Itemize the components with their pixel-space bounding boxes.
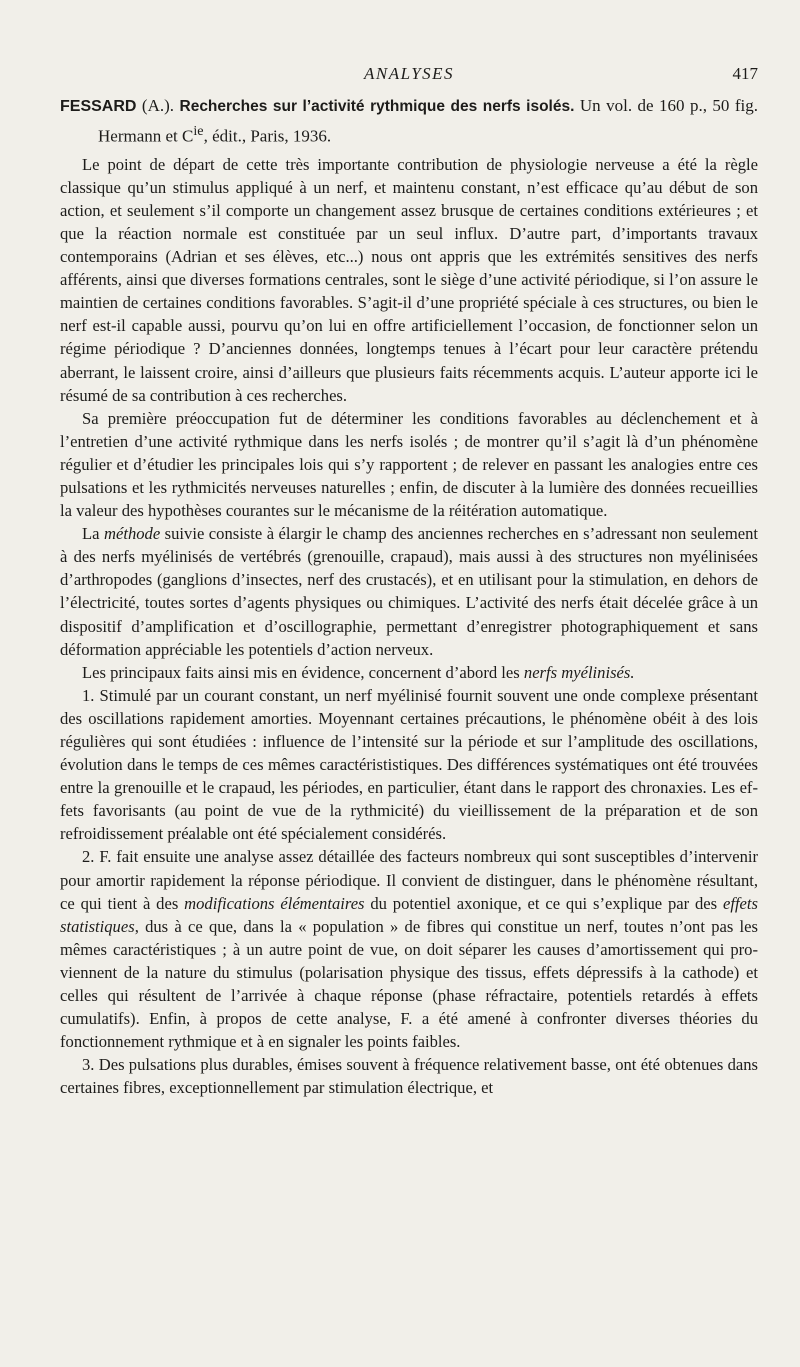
paragraph-4-emphasis: nerfs myélinisés. <box>523 662 635 682</box>
running-head-title: ANALYSES <box>363 64 455 83</box>
paragraph-6 <box>60 845 758 1053</box>
paragraph-3-emphasis: méthode <box>103 524 161 544</box>
page-number: 417 <box>732 64 758 83</box>
entry-details: Un vol. de 160 p., 50 fig. Hermann et C <box>98 96 759 146</box>
paragraph-3-rest: suivie consiste à élargir le champ des anciennes recherches en s’adressant non seulement à des nerfs myélinisés de vertébrés (grenouille, crapaud), mais aussi à des structures non myélinisées d’arthropodes (ganglions d’insectes, nerf des crustacés), et en utilisant pour la stimulation, en dehors de l’électricité, toutes sortes d’agents physiques ou chimiques. L’activité des nerfs était décelée grâce à un dispositif d’amplification et d’oscillographie, permettant d’enregistrer photographiquement et sans déformation appréciable les potentiels d’action nerveux. <box>60 524 758 659</box>
paragraph-2: Sa première préoccupation fut de déterminer les conditions favorables au déclenchement et à l’entretien d’une activité rythmique dans les nerfs isolés ; de montrer qu’il s’agit là d’un phénomène régulier et d’étudier les principales lois qui s’y rapportent ; de relever en passant les analogies entre ces pulsations et les rythmicités nerveuses naturelles ; enfin, de discuter à la lumière des données recueillies la valeur des hypothèses courantes sur le mécanisme de la réitération automatique. <box>60 408 758 521</box>
running-head <box>60 64 758 94</box>
paragraph-3 <box>60 522 758 661</box>
paragraph-6-rest: , dus à ce que, dans la « population » de fibres qui constitue un nerf, toutes n’ont pas les mêmes caractéristiques ; à un autre point de vue, on doit séparer les causes d’amortissement qui proviennent de la nature du stimulus (polarisation physique des tissus, effets dépressifs à la cathode) et celles qui résultent de l’arrivée à chaque réponse (phase réfractaire, potentiels retardés à effets cumulatifs). Enfin, à propos de cette analyse, F. a été amené à confronter diverses théories du fonctionnement rythmique et à en signaler les points faibles. <box>60 916 758 1052</box>
entry-details-end: , édit., Paris, 1936. <box>203 126 332 146</box>
entry-initial: (A.). <box>141 96 175 115</box>
paragraph-7: 3. Des pulsations plus durables, émises souvent à fréquence relativement basse, ont été obtenues dans certaines fibres, exceptionnellement par stimulation électrique, et <box>60 1055 758 1098</box>
paragraph-5: 1. Stimulé par un courant constant, un nerf myélinisé fournit souvent une onde complexe présentant des oscillations rapidement amorties. Moyennant certaines précautions, le phénomène obéit à des lois régulières qui sont étudiées : influence de l’intensité sur la période et sur l’amplitude des oscillations, évolution dans le temps de ces mêmes caractérististiques. Des différences systématiques ont été trouvées entre la grenouille et le crapaud, les périodes, en particulier, étant dans le rapport des chronaxies. Les effets favorisants (au point de vue de la rythmicité) du vieillissement de la préparation et de son refroidissement préalable ont été spécialement considérés. <box>60 685 758 844</box>
paragraph-6-middle: du potentiel axonique, et ce qui s’explique par des <box>364 893 723 913</box>
entry-title: Recherches sur l’activité rythmique des nerfs isolés. <box>179 98 575 115</box>
paragraph-6-start: 2. F. fait ensuite une analyse assez détaillée des facteurs nombreux qui sont susceptibles d’intervenir pour amortir rapidement la réponse périodique. Il convient de distinguer, dans le phénomène résultant, ce qui tient à des <box>60 847 758 913</box>
bibliographic-entry <box>60 94 758 149</box>
paragraph-3-start: La <box>82 524 104 544</box>
paragraph-4 <box>60 661 758 684</box>
paragraph-4-start: Les principaux faits ainsi mis en évidence, concernent d’abord les <box>82 662 524 682</box>
paragraph-1: Le point de départ de cette très importante contribution de physiologie nerveuse a été la règle classique qu’un stimulus appliqué à un nerf, et maintenu constant, n’est efficace qu’au début de son action, et seulement s’il comporte un changement assez brusque de certaines conditions extérieures ; et que la réaction normale est constituée par un seul influx. D’autre part, d’importants travaux contemporains (Adrian et ses élèves, etc...) nous ont appris que les extrémités sensitives des nerfs afférents, ainsi que diverses formations centrales, sont le siège d’une activité périodique, si l’on assure le maintien de certaines conditions favorables. S’agit-il d’une propriété spéciale à ces structures, ou bien le nerf est-il capable aussi, pourvu qu’on lui en offre artificiellement l’occasion, de fonctionner selon un régime périodique ? D’anciennes données, longtemps tenues à l’écart pour leur caractère prétendu aberrant, le laissent croire, ainsi d’ailleurs que plusieurs faits récemments acquis. L’auteur apporte ici le résumé de sa contribution à ces recherches. <box>60 154 758 405</box>
paragraph-6-emphasis-2: effets statistiques <box>60 893 758 936</box>
entry-details-superscript: ie <box>193 123 204 139</box>
paragraph-6-emphasis-1: modifications élémentaires <box>184 893 365 913</box>
entry-author: FESSARD <box>60 98 137 115</box>
